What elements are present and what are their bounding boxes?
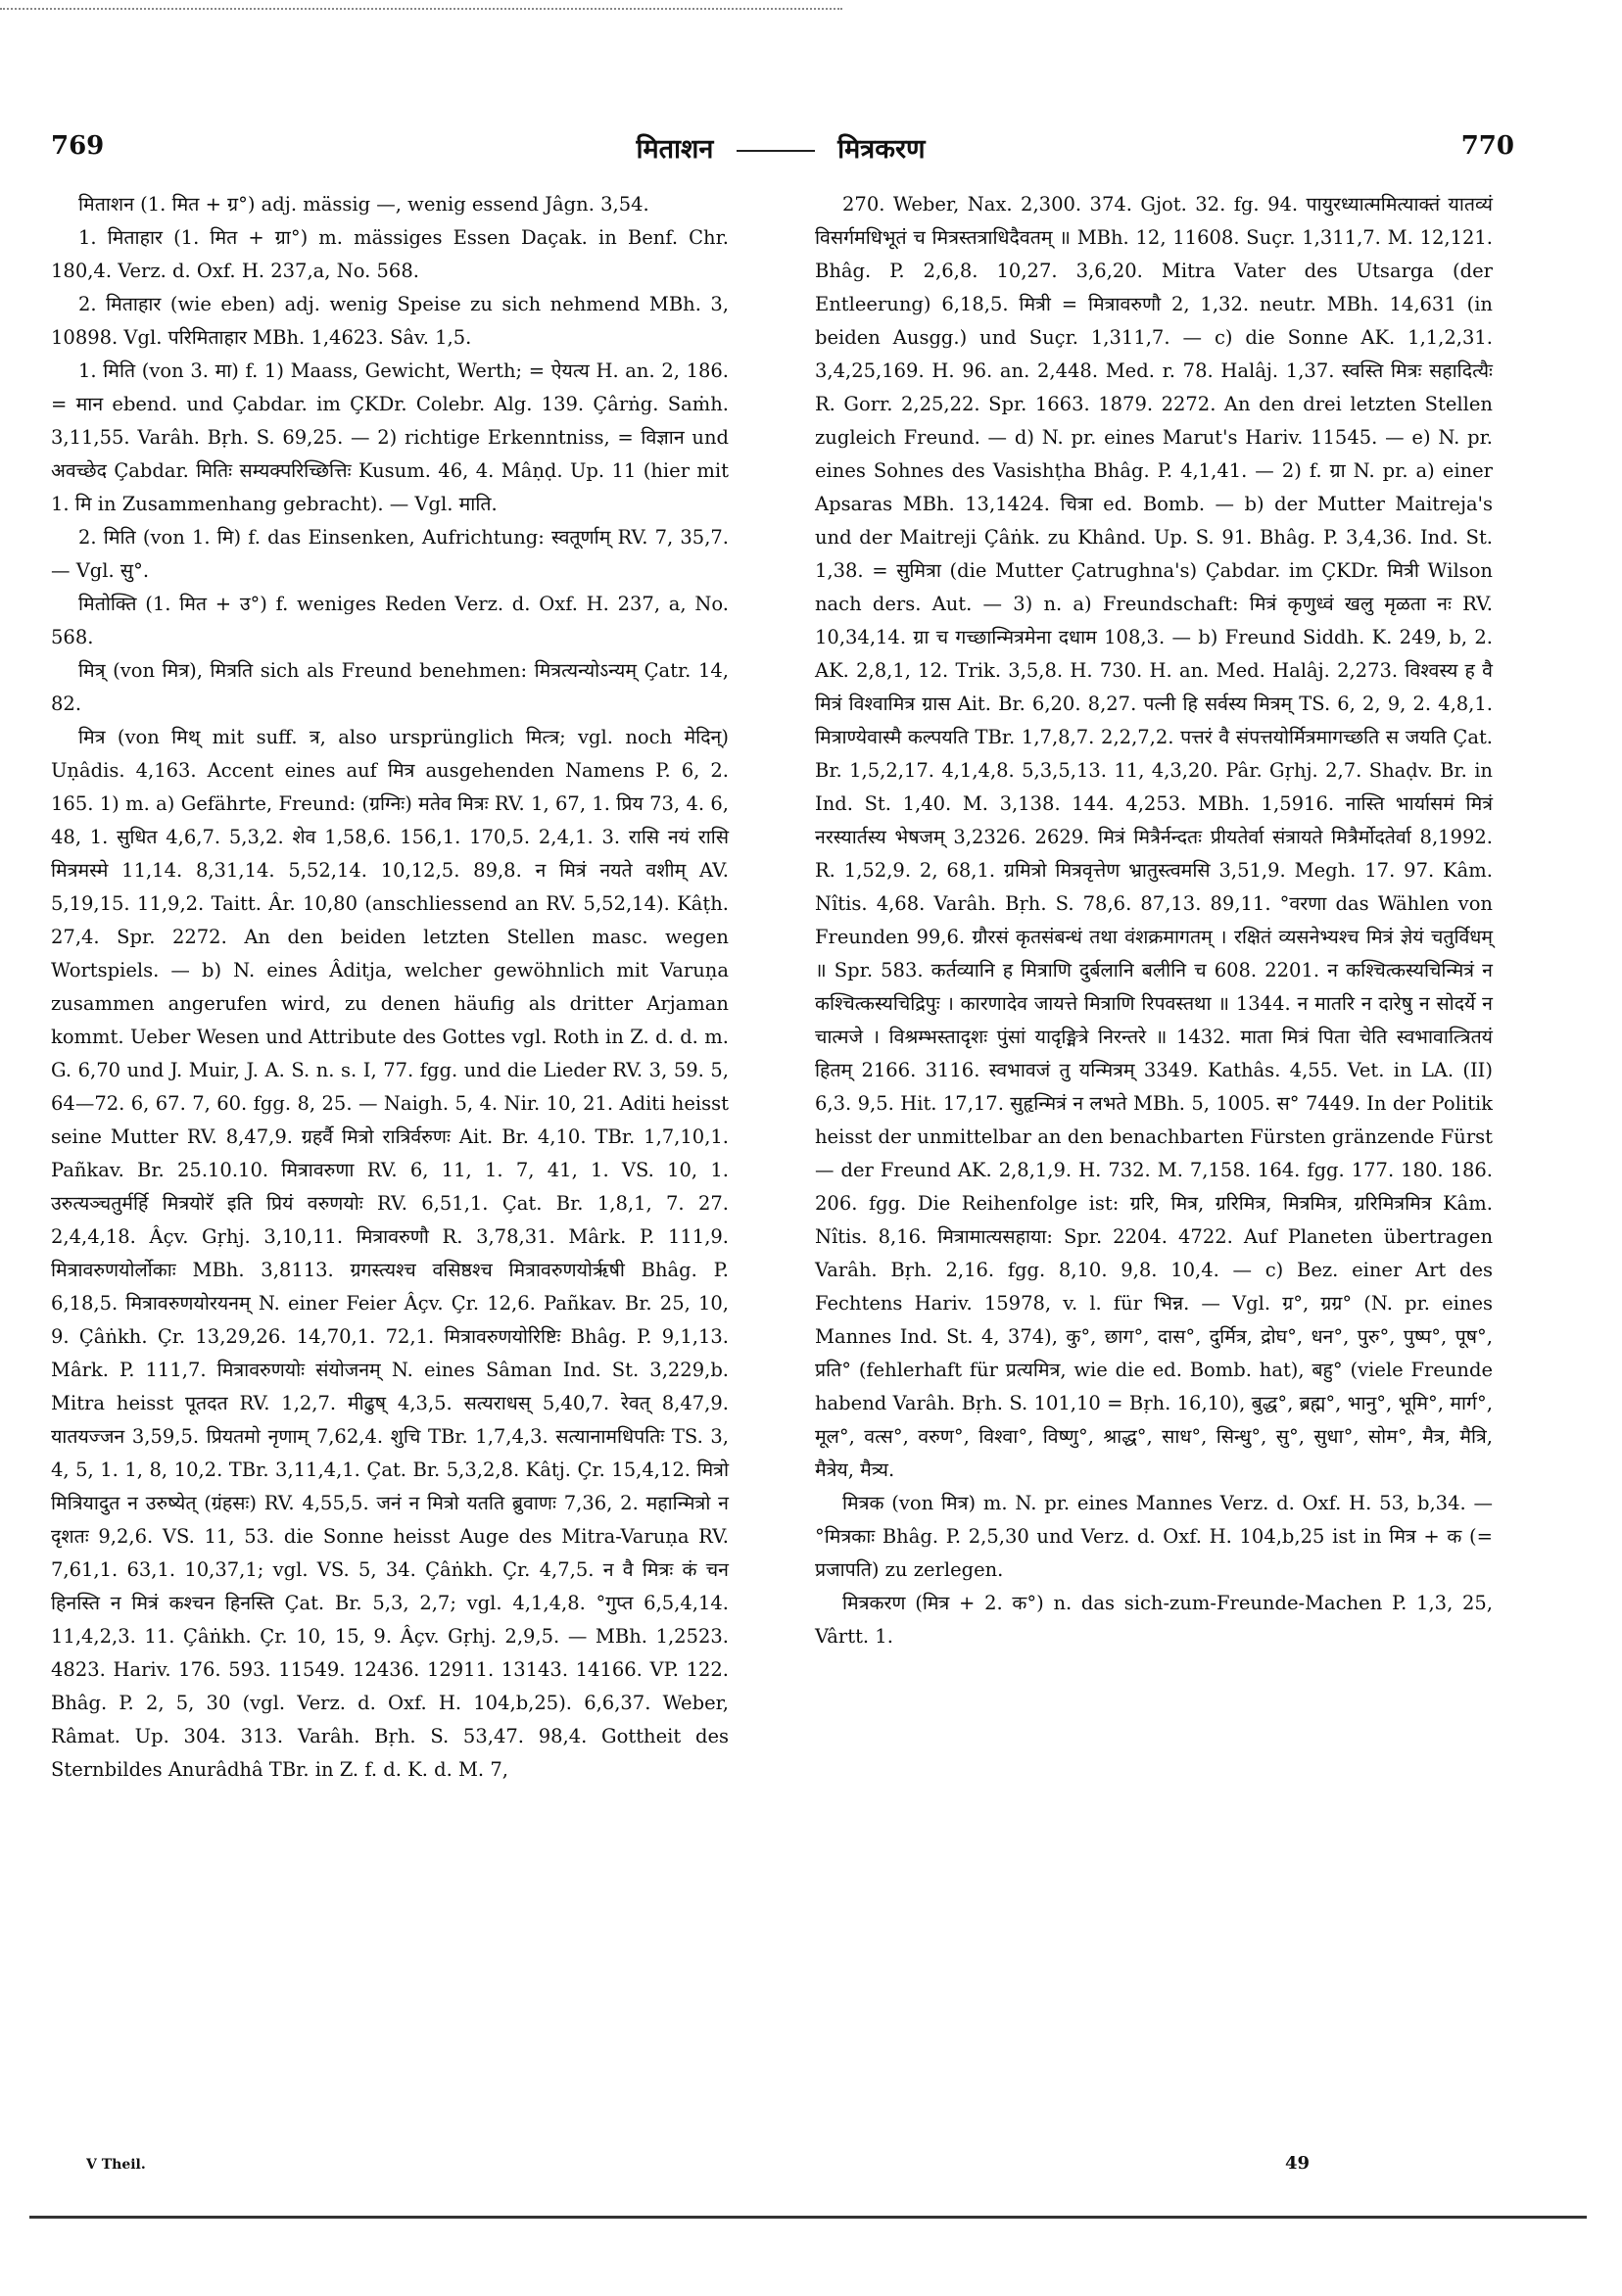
entry: 2. मिताहार (wie eben) adj. wenig Speise zu sich nehmend MBh. 3, 10898. Vgl. परिमिताहार MBh. 1,4623. Sâv. 1,5. [51, 293, 729, 349]
bottom-rule [29, 2216, 1587, 2219]
entry: 2. मिति (von 1. मि) f. das Einsenken, Aufrichtung: स्वतूर्णाम् RV. 7, 35,7. — Vgl. सु°. [51, 526, 729, 582]
page-number-left: 769 [51, 131, 105, 161]
entry: मित्र (von मिथ् mit suff. त्र, also ursprünglich मित्त्र; vgl. noch मेदिन्) Uṇâdis. 4,163. Accent eines auf मित्र ausgehenden Namens P. 6, 2. 165. 1) m. a) Gefährte, Freund: (ग्रग्निः) मतेव मित्रः RV. 1, 67, 1. प्रिय 73, 4. 6, 48, 1. सुधित 4,6,7. 5,3,2. शेव 1,58,6. 156,1. 170,5. 2,4,1. 3. रासि नयं रासि मित्रमस्मे 11,14. 8,31,14. 5,52,14. 10,12,5. 89,8. न मित्रं नयते वशीम् AV. 5,19,15. 11,9,2. Taitt. Âr. 10,80 (anschliessend an RV. 5,52,14). Kâṭh. 27,4. Spr. 2272. An den beiden letzten Stellen masc. wegen Wortspiels. — b) N. eines Âditja, welcher gewöhnlich mit Varuṇa zusammen angerufen wird, zu denen häufig als dritter Arjaman kommt. Ueber Wesen und Attribute des Gottes vgl. Roth in Z. d. d. m. G. 6,70 und J. Muir, J. A. S. n. s. I, 77. fgg. und die Lieder RV. 3, 59. 5, 64—72. 6, 67. 7, 60. fgg. 8, 25. — Naigh. 5, 4. Nir. 10, 21. Aditi heisst seine Mutter RV. 8,47,9. ग्रहर्वै मित्रो रात्रिर्वरुणः Ait. Br. 4,10. TBr. 1,7,10,1. Pañkav. Br. 25.10.10. मित्रावरुणा RV. 6, 11, 1. 7, 41, 1. VS. 10, 1. उरुत्यञ्चतुर्मर्हि मित्रयोरॅ इति प्रियं वरुणयोः RV. 6,51,1. Çat. Br. 1,8,1, 7. 27. 2,4,4,18. Âçv. Gṛhj. 3,10,11. मित्रावरुणौ R. 3,78,31. Mârk. P. 111,9. मित्रावरुणयोर्लोकाः MBh. 3,8113. ग्रगस्त्यश्च वसिष्ठश्च मित्रावरुणयोर्ऋषी Bhâg. P. 6,18,5. मित्रावरुणयोरयनम् N. einer Feier Âçv. Çr. 12,6. Pañkav. Br. 25, 10, 9. Çâṅkh. Çr. 13,29,26. 14,70,1. 72,1. मित्रावरुणयोरिष्टिः Bhâg. P. 9,1,13. Mârk. P. 111,7. मित्रावरुणयोः संयोजनम् N. eines Sâman Ind. St. 3,229,b. Mitra heisst पूतदत RV. 1,2,7. मीढुष् 4,3,5. सत्यराधस् 5,40,7. रेवत् 8,47,9. यातयज्जन 3,59,5. प्रियतमो नृणाम् 7,62,4. शुचि TBr. 1,7,4,3. सत्यानामधिपतिः TS. 3, 4, 5, 1. 1, 8, 10,2. TBr. 3,11,4,1. Çat. Br. 5,3,2,8. Kâtj. Çr. 15,4,12. मित्रो मित्रियादुत न उरुष्येत् (ग्रंहसः) RV. 4,55,5. जनं न मित्रो यतति ब्रुवाणः 7,36, 2. महान्मित्रो न दृशतः 9,2,6. VS. 11, 53. die Sonne heisst Auge des Mitra-Varuṇa RV. 7,61,1. 63,1. 10,37,1; vgl. VS. 5, 34. Çâṅkh. Çr. 4,7,5. न वै मित्रः कं चन हिनस्ति न मित्रं कश्चन हिनस्ति Çat. Br. 5,3, 2,7; vgl. 4,1,4,8. °गुप्त 6,5,4,14. 11,4,2,3. 11. Çâṅkh. Çr. 10, 15, 9. Âçv. Gṛhj. 2,9,5. — MBh. 1,2523. 4823. Hariv. 176. 593. 11549. 12436. 12911. 13143. 14166. VP. 122. Bhâg. P. 2, 5, 30 (vgl. Verz. d. Oxf. H. 104,b,25). 6,6,37. Weber, Râmat. Up. 304. 313. Varâh. Bṛh. S. 53,47. 98,4. Gottheit des Sternbildes Anurâdhâ TBr. in Z. f. d. K. d. M. 7, [51, 726, 729, 1781]
sheet-number: 49 [1285, 2153, 1311, 2174]
left-column [51, 188, 729, 1787]
running-title-right: मित्रकरण [837, 134, 926, 165]
page-header [41, 125, 1520, 165]
entry: मिताशन (1. मित + ग्र°) adj. mässig —, wenig essend Jâgn. 3,54. [78, 193, 649, 215]
running-title [41, 129, 1520, 166]
entry: मित्रकरण (मित्र + 2. क°) n. das sich-zum-Freunde-Machen P. 1,3, 25, Vârtt. 1. [815, 1592, 1493, 1648]
entry: 270. Weber, Nax. 2,300. 374. Gjot. 32. fg. 94. पायुरध्यात्ममित्याक्तं यातव्यं विसर्गमधिभूतं च मित्रस्तत्राधिदैवतम् ॥ MBh. 12, 11608. Suçr. 1,311,7. M. 12,121. Bhâg. P. 2,6,8. 10,27. 3,6,20. Mitra Vater des Utsarga (der Entleerung) 6,18,5. मित्री = मित्रावरुणौ 2, 1,32. neutr. MBh. 14,631 (in beiden Ausgg.) und Suçr. 1,311,7. — c) die Sonne AK. 1,1,2,31. 3,4,25,169. H. 96. an. 2,448. Med. r. 78. Halâj. 1,37. स्वस्ति मित्रः सहादित्यैः R. Gorr. 2,25,22. Spr. 1663. 1879. 2272. An den drei letzten Stellen zugleich Freund. — d) N. pr. eines Marut's Hariv. 11545. — e) N. pr. eines Sohnes des Vasishṭha Bhâg. P. 4,1,41. — 2) f. ग्रा N. pr. a) einer Apsaras MBh. 13,1424. चित्रा ed. Bomb. — b) der Mutter Maitreja's und der Maitreji Çâṅk. zu Khând. Up. S. 91. Bhâg. P. 3,4,36. Ind. St. 1,38. = सुमित्रा (die Mutter Çatrughna's) Çabdar. im ÇKDr. मित्री Wilson nach ders. Aut. — 3) n. a) Freundschaft: मित्रं कृणुध्वं खलु मृळता नः RV. 10,34,14. ग्रा च गच्छान्मित्रमेना दधाम 108,3. — b) Freund Siddh. K. 249, b, 2. AK. 2,8,1, 12. Trik. 3,5,8. H. 730. H. an. Med. Halâj. 2,273. विश्वस्य ह वै मित्रं विश्वामित्र ग्रास Ait. Br. 6,20. 8,27. पत्नी हि सर्वस्य मित्रम् TS. 6, 2, 9, 2. 4,8,1. मित्राण्येवास्मै कल्पयति TBr. 1,7,8,7. 2,2,7,2. पत्तरं वै संपत्तयोर्मित्रमागच्छति स जयति Çat. Br. 1,5,2,17. 4,1,4,8. 5,3,5,13. 11, 4,3,20. Pâr. Gṛhj. 2,7. Shaḍv. Br. in Ind. St. 1,40. M. 3,138. 144. 4,253. MBh. 1,5916. नास्ति भार्यासमं मित्रं नरस्यार्तस्य भेषजम् 3,2326. 2629. मित्रं मित्रैर्नन्दतः प्रीयतेर्वा संत्रायते मित्रैर्मोदतेर्वा 8,1992. R. 1,52,9. 2, 68,1. ग्रमित्रो मित्रवृत्तेण भ्रातुस्त्वमसि 3,51,9. Megh. 17. 97. Kâm. Nîtis. 4,68. Varâh. Bṛh. S. 78,6. 87,13. 89,11. °वरणा das Wählen von Freunden 99,6. ग्रौरसं कृतसंबन्धं तथा वंशक्रमागतम् । रक्षितं व्यसनेभ्यश्च मित्रं ज्ञेयं चतुर्विधम् ॥ Spr. 583. कर्तव्यानि ह मित्राणि दुर्बलानि बलीनि च 608. 2201. न कश्चित्कस्यचिन्मित्रं न कश्चित्कस्यचिद्रिपुः । कारणादेव जायत्ते मित्राणि रिपवस्तथा ॥ 1344. न मातरि न दारेषु न सोदर्ये न चात्मजे । विश्रम्भस्तादृशः पुंसां यादृङ्मित्रे निरन्तरे ॥ 1432. माता मित्रं पिता चेति स्वभावात्त्रितयं हितम् 2166. 3116. स्वभावजं तु यन्मित्रम् 3349. Kathâs. 4,55. Vet. in LA. (II) 6,3. 9,5. Hit. 17,17. सुहृन्मित्रं न लभते MBh. 5, 1005. स° 7449. In der Politik heisst der unmittelbar an den benachbarten Fürsten gränzende Fürst — der Freund AK. 2,8,1,9. H. 732. M. 7,158. 164. fgg. 177. 180. 186. 206. fgg. Die Reihenfolge ist: ग्ररि, मित्र, ग्ररिमित्र, मित्रमित्र, ग्ररिमित्रमित्र Kâm. Nîtis. 8,16. मित्रामात्यसहाया: Spr. 2204. 4722. Auf Planeten übertragen Varâh. Bṛh. 2,16. fgg. 8,10. 9,8. 10,4. — c) Bez. einer Art des Fechtens Hariv. 15978, v. l. für भिन्न. — Vgl. ग्र°, ग्रग्र° (N. pr. eines Mannes Ind. St. 4, 374), कु°, छाग°, दास°, दुर्मित्र, द्रोघ°, धन°, पुरु°, पुष्प°, पूष°, प्रति° (fehlerhaft für प्रत्यमित्र, wie die ed. Bomb. hat), बहु° (viele Freunde habend Varâh. Bṛh. S. 101,10 = Bṛh. 16,10), बुद्ध°, ब्रह्म°, भानु°, भूमि°, मार्ग°, मूल°, वत्स°, वरुण°, विश्वा°, विष्णु°, श्राद्ध°, साध°, सिन्धु°, सु°, सुधा°, सोम°, मैत्र, मैत्रि, मैत्रेय, मैत्र्य. [815, 193, 1493, 1481]
sheet-signature: V Theil. [86, 2157, 146, 2173]
running-title-left: मिताशन [636, 134, 714, 165]
entry: मितोक्ति (1. मित + उ°) f. weniges Reden Verz. d. Oxf. H. 237, a, No. 568. [51, 593, 729, 648]
entry: 1. मिति (von 3. मा) f. 1) Maass, Gewicht, Werth; = ऐयत्य H. an. 2, 186. = मान ebend. und Çabdar. im ÇKDr. Colebr. Alg. 139. Çârṅg. Saṁh. 3,11,55. Varâh. Bṛh. S. 69,25. — 2) richtige Erkenntniss, = विज्ञान und अवच्छेद Çabdar. मितिः सम्यक्परिच्छित्तिः Kusum. 46, 4. Mâṇḍ. Up. 11 (hier mit 1. मि in Zusammenhang gebracht). — Vgl. माति. [51, 359, 729, 515]
scan-artifact-line [0, 8, 842, 10]
right-column [815, 188, 1493, 1653]
entry: मित्रक (von मित्र) m. N. pr. eines Mannes Verz. d. Oxf. H. 53, b,34. — °मित्रकाः Bhâg. P. 2,5,30 und Verz. d. Oxf. H. 104,b,25 ist in मित्र + क (= प्रजापति) zu zerlegen. [815, 1492, 1493, 1581]
entry: 1. मिताहार (1. मित + ग्रा°) m. mässiges Essen Daçak. in Benf. Chr. 180,4. Verz. d. Oxf. H. 237,a, No. 568. [51, 226, 729, 282]
entry: मित्र् (von मित्र), मित्रति sich als Freund benehmen: मित्रत्यन्योऽन्यम् Çatr. 14, 82. [51, 659, 729, 715]
title-dash [737, 150, 815, 152]
page-number-right: 770 [1460, 131, 1514, 161]
